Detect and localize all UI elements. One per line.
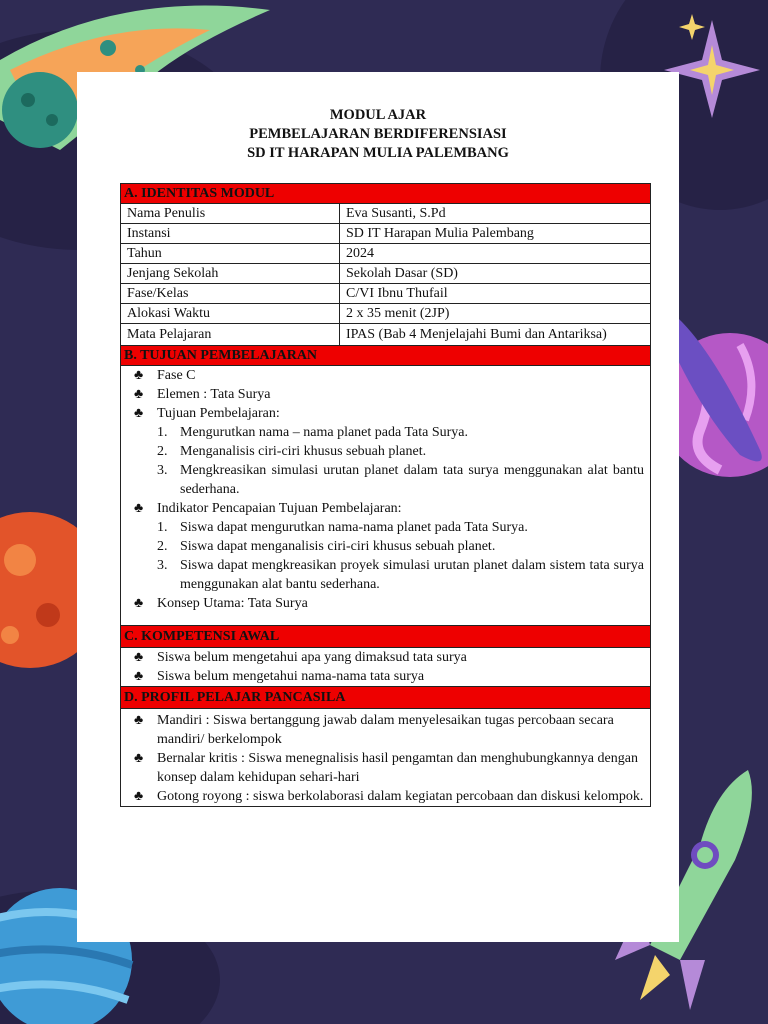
row-value: 2 x 35 menit (2JP) — [340, 304, 651, 324]
row-label: Fase/Kelas — [121, 284, 340, 304]
competency-list — [131, 648, 644, 686]
tujuan-list — [157, 423, 644, 499]
row-label: Nama Penulis — [121, 204, 340, 224]
title-line-3: SD IT HARAPAN MULIA PALEMBANG — [247, 145, 509, 161]
document-page — [77, 72, 679, 942]
title-line-1: MODUL AJAR — [329, 107, 427, 123]
module-table — [120, 183, 651, 807]
list-item: ♣ Elemen : Tata Surya — [131, 385, 644, 404]
list-item: ♣ Gotong royong : siswa berkolaborasi dalam kegiatan percobaan dan diskusi kelompok. — [131, 787, 644, 806]
table-row — [121, 284, 651, 304]
list-item: ♣ Siswa belum mengetahui nama-nama tata surya — [131, 667, 644, 686]
tujuan-label: ♣ Tujuan Pembelajaran: — [157, 406, 280, 421]
list-item: Siswa dapat mengurutkan nama-nama planet pada Tata Surya. — [180, 520, 528, 535]
section-c-title: C. KOMPETENSI AWAL — [121, 626, 651, 648]
list-item: ♣ Mandiri : Siswa bertanggung jawab dalam menyelesaikan tugas percobaan secara mandiri/ berkelompok — [131, 711, 644, 749]
row-label: Jenjang Sekolah — [121, 264, 340, 284]
table-row — [121, 304, 651, 324]
row-value: 2024 — [340, 244, 651, 264]
row-value: IPAS (Bab 4 Menjelajahi Bumi dan Antariksa) — [340, 324, 651, 346]
list-item — [131, 404, 644, 499]
list-item: Menganalisis ciri-ciri khusus sebuah planet. — [180, 444, 427, 459]
section-b-title: B. TUJUAN PEMBELAJARAN — [121, 346, 651, 366]
profile-list — [131, 711, 644, 806]
section-d-header — [121, 687, 651, 709]
row-value: SD IT Harapan Mulia Palembang — [340, 224, 651, 244]
table-row — [121, 324, 651, 346]
title-line-2: PEMBELAJARAN BERDIFERENSIASI — [249, 126, 507, 142]
row-label: Mata Pelajaran — [121, 324, 340, 346]
row-label: Tahun — [121, 244, 340, 264]
section-b-body — [121, 366, 651, 626]
table-row — [121, 204, 651, 224]
table-row — [121, 264, 651, 284]
document-title — [77, 106, 679, 163]
row-value: Sekolah Dasar (SD) — [340, 264, 651, 284]
list-item: ♣ Siswa belum mengetahui apa yang dimaksud tata surya — [131, 648, 644, 667]
indikator-list — [157, 518, 644, 594]
section-d-title: D. PROFIL PELAJAR PANCASILA — [121, 687, 651, 709]
list-item: ♣ Fase C — [131, 366, 644, 385]
list-item: ♣ Bernalar kritis : Siswa menegnalisis hasil pengamtan dan menghubungkannya dengan konsep dalam kehidupan sehari-hari — [131, 749, 644, 787]
section-a-title: A. IDENTITAS MODUL — [121, 184, 651, 204]
section-a-header — [121, 184, 651, 204]
list-item: Mengurutkan nama – nama planet pada Tata Surya. — [180, 425, 468, 440]
section-b-header — [121, 346, 651, 366]
table-row — [121, 224, 651, 244]
row-value: Eva Susanti, S.Pd — [340, 204, 651, 224]
list-item — [131, 499, 644, 594]
list-item: Siswa dapat mengkreasikan proyek simulasi urutan planet dalam sistem tata surya menggunakan alat bantu sederhana. — [180, 558, 644, 592]
section-d-body — [121, 709, 651, 807]
row-value: C/VI Ibnu Thufail — [340, 284, 651, 304]
section-c-body — [121, 648, 651, 687]
list-item: Mengkreasikan simulasi urutan planet dalam tata surya menggunakan alat bantu sederhana. — [180, 463, 644, 497]
objectives-list — [131, 366, 644, 613]
list-item: ♣ Konsep Utama: Tata Surya — [131, 594, 644, 613]
section-c-header — [121, 626, 651, 648]
indikator-label: ♣ Indikator Pencapaian Tujuan Pembelajaran: — [157, 501, 402, 516]
row-label: Alokasi Waktu — [121, 304, 340, 324]
row-label: Instansi — [121, 224, 340, 244]
table-row — [121, 244, 651, 264]
list-item: Siswa dapat menganalisis ciri-ciri khusus sebuah planet. — [180, 539, 496, 554]
